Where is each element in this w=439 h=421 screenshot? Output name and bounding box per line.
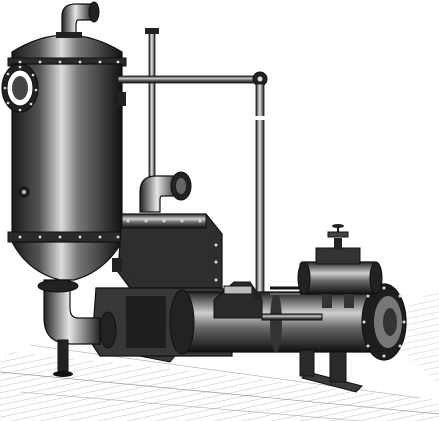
pump-cylinder (170, 284, 406, 382)
top-elbow-pipe (56, 2, 99, 38)
pump-casing (112, 214, 222, 288)
tank-side-flange (2, 64, 38, 112)
suction-elbow (140, 172, 191, 212)
